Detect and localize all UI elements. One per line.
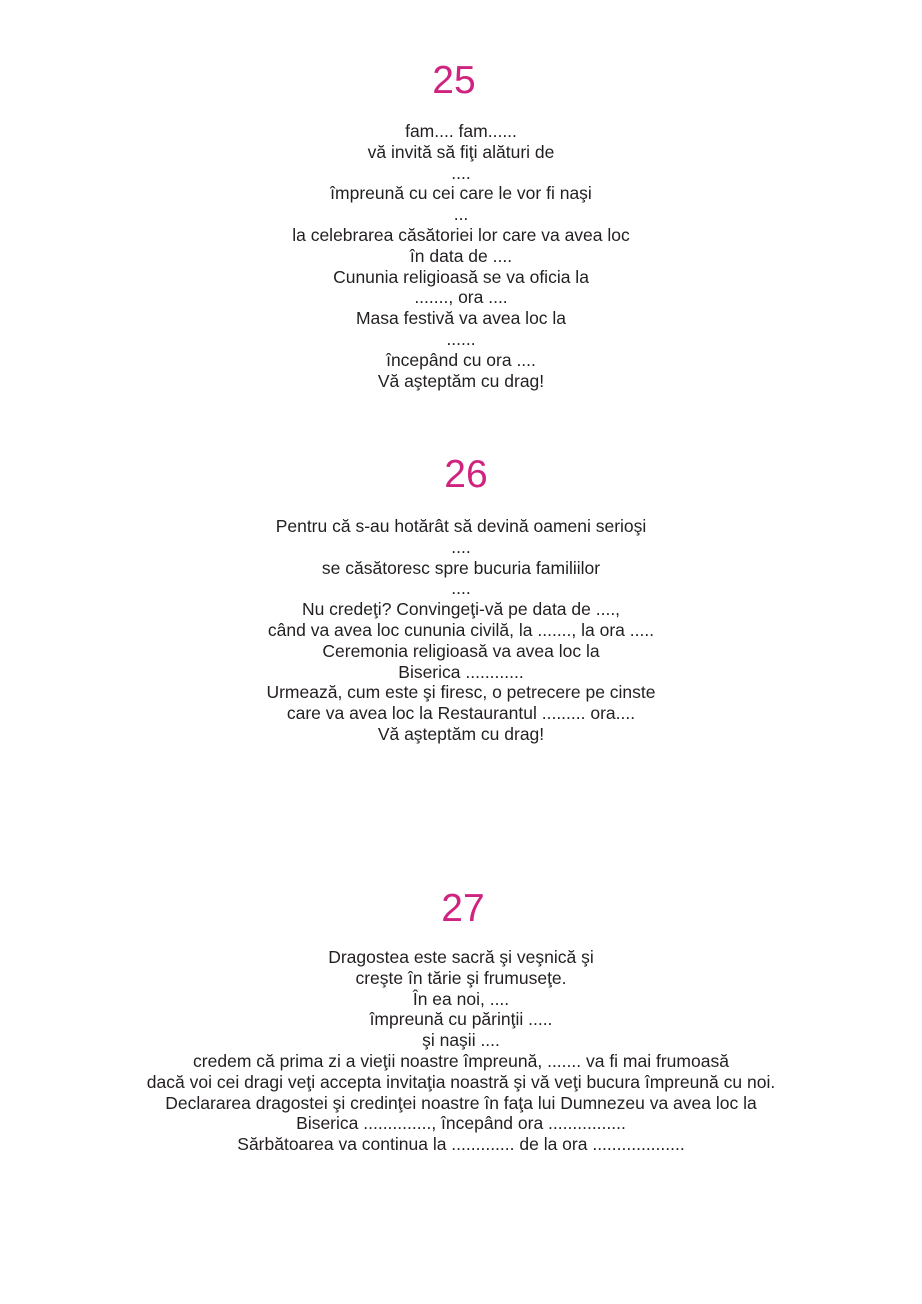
text-line: .... xyxy=(451,536,471,557)
text-line: Urmează, cum este şi firesc, o petrecere pe cinste xyxy=(266,682,656,703)
text-line: Nu credeţi? Convingeţi-vă pe data de ...., xyxy=(301,599,621,620)
text-line: împreună cu cei care le vor fi naşi xyxy=(330,183,592,204)
invitation-number: 27 xyxy=(441,887,485,930)
invitation-text xyxy=(0,121,922,391)
text-line: Vă aşteptăm cu drag! xyxy=(377,370,545,391)
text-line: dacă voi cei dragi veţi accepta invitaţia noastră şi vă veţi bucura împreună cu noi. xyxy=(146,1071,776,1092)
invitation-26 xyxy=(0,454,922,745)
text-line: .... xyxy=(451,162,471,183)
text-line: .... xyxy=(451,578,471,599)
text-line: Pentru că s-au hotărât să devină oameni serioşi xyxy=(275,516,647,536)
text-line: începând cu ora .... xyxy=(386,349,536,370)
text-line: Vă aşteptăm cu drag! xyxy=(377,723,545,744)
text-line: în data de .... xyxy=(409,245,513,266)
text-line: Biserica ............ xyxy=(398,661,524,682)
text-line: credem că prima zi a vieţii noastre împreună, ....... va fi mai frumoasă xyxy=(193,1050,729,1071)
text-line: Ceremonia religioasă va avea loc la xyxy=(322,640,600,661)
text-line: când va avea loc cununia civilă, la ......., la ora ..... xyxy=(267,619,655,640)
invitation-25 xyxy=(0,60,922,391)
invitation-text xyxy=(0,516,922,745)
text-line: Cununia religioasă se va oficia la xyxy=(333,266,589,287)
invitation-text xyxy=(0,947,922,1155)
text-line: creşte în tărie şi frumuseţe. xyxy=(355,967,567,988)
text-line: care va avea loc la Restaurantul ......... ora.... xyxy=(286,703,636,724)
text-line: fam.... fam...... xyxy=(405,121,517,141)
text-line: la celebrarea căsătoriei lor care va avea loc xyxy=(292,224,630,245)
text-line: Dragostea este sacră şi veşnică şi xyxy=(328,947,594,967)
text-line: ......., ora .... xyxy=(414,287,508,308)
text-line: Biserica .............., începând ora ................ xyxy=(296,1113,626,1134)
text-line: se căsătoresc spre bucuria familiilor xyxy=(321,557,601,578)
text-line: ...... xyxy=(446,328,476,349)
text-line: Sărbătoarea va continua la ............. de la ora ................... xyxy=(237,1134,685,1155)
text-line: vă invită să fiţi alături de xyxy=(367,141,555,162)
text-line: împreună cu părinţii ..... xyxy=(369,1009,553,1030)
text-line: şi naşii .... xyxy=(422,1030,500,1051)
text-line: Masa festivă va avea loc la xyxy=(355,308,567,329)
invitation-number: 25 xyxy=(432,59,476,102)
invitation-27 xyxy=(0,888,922,1155)
invitation-number: 26 xyxy=(444,453,488,496)
text-line: În ea noi, .... xyxy=(412,988,510,1009)
text-line: Declararea dragostei şi credinţei noastre în faţa lui Dumnezeu va avea loc la xyxy=(165,1092,757,1113)
text-line: ... xyxy=(453,204,469,225)
